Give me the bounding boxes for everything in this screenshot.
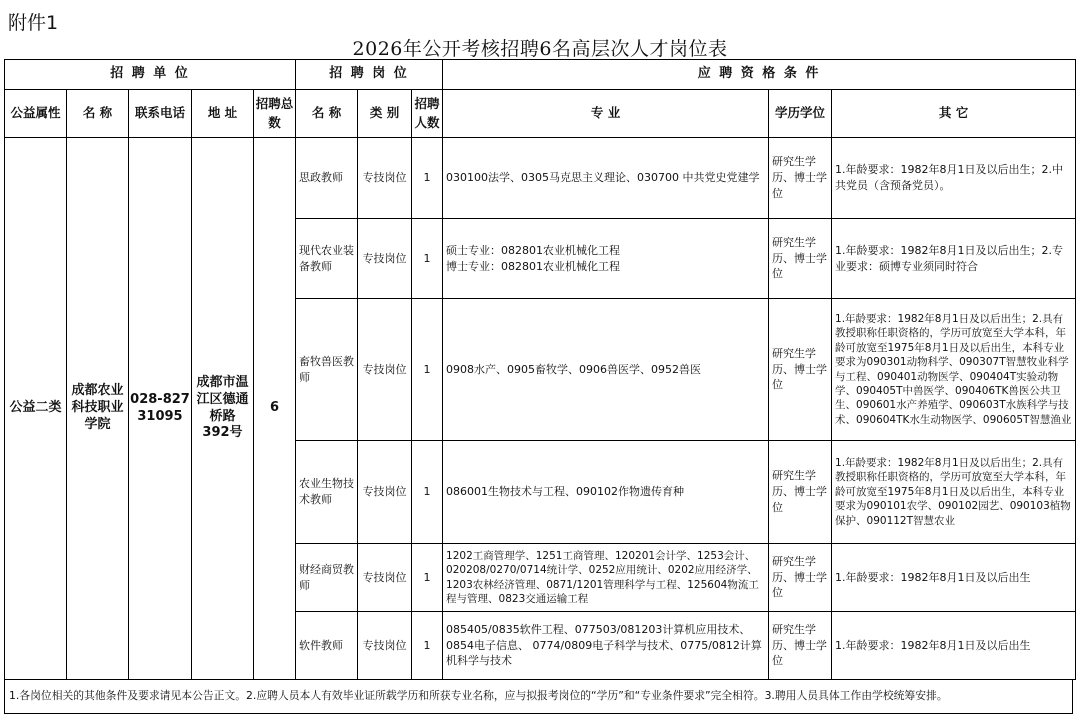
table-row bbox=[5, 138, 1076, 219]
post-major: 0908水产、0905畜牧学、0906兽医学、0952兽医 bbox=[443, 299, 769, 441]
unit-name: 成都农业科技职业学院 bbox=[67, 138, 129, 680]
column-header-row bbox=[5, 90, 1076, 138]
post-category: 专技岗位 bbox=[358, 441, 412, 544]
col-header-phone: 联系电话 bbox=[129, 90, 192, 138]
post-count: 1 bbox=[412, 219, 443, 299]
post-other: 1.年龄要求：1982年8月1日及以后出生；2.专业要求：硕博专业须同时符合 bbox=[832, 219, 1076, 299]
col-header-major: 专 业 bbox=[443, 90, 769, 138]
col-header-post-name: 名 称 bbox=[296, 90, 358, 138]
post-name: 思政教师 bbox=[296, 138, 358, 219]
post-degree: 研究生学历、博士学位 bbox=[769, 138, 832, 219]
post-category: 专技岗位 bbox=[358, 299, 412, 441]
annex-label: 附件1 bbox=[8, 12, 59, 34]
post-major: 030100法学、0305马克思主义理论、030700 中共党史党建学 bbox=[443, 138, 769, 219]
post-degree: 研究生学历、博士学位 bbox=[769, 544, 832, 612]
post-major: 硕士专业：082801农业机械化工程 博士专业：082801农业机械化工程 bbox=[443, 219, 769, 299]
col-header-degree: 学历学位 bbox=[769, 90, 832, 138]
post-other: 1.年龄要求：1982年8月1日及以后出生；2.中共党员（含预备党员）。 bbox=[832, 138, 1076, 219]
post-name: 畜牧兽医教师 bbox=[296, 299, 358, 441]
post-other: 1.年龄要求：1982年8月1日及以后出生 bbox=[832, 544, 1076, 612]
col-header-category: 类 别 bbox=[358, 90, 412, 138]
post-name: 软件教师 bbox=[296, 612, 358, 680]
post-other: 1.年龄要求：1982年8月1日及以后出生；2.具有教授职称任职资格的，学历可放宽至大学本科，年龄可放宽至1975年8月1日及以后出生，本科专业要求为090101农学、090102园艺、090103植物保护、090112T智慧农业 bbox=[832, 441, 1076, 544]
col-header-name: 名 称 bbox=[67, 90, 129, 138]
section-qualification-header: 应 聘 资 格 条 件 bbox=[443, 60, 1076, 90]
post-count: 1 bbox=[412, 612, 443, 680]
post-degree: 研究生学历、博士学位 bbox=[769, 299, 832, 441]
col-header-address: 地 址 bbox=[192, 90, 254, 138]
unit-total: 6 bbox=[254, 138, 296, 680]
unit-nature: 公益二类 bbox=[5, 138, 67, 680]
post-count: 1 bbox=[412, 299, 443, 441]
post-degree: 研究生学历、博士学位 bbox=[769, 441, 832, 544]
post-name: 农业生物技术教师 bbox=[296, 441, 358, 544]
post-category: 专技岗位 bbox=[358, 544, 412, 612]
post-category: 专技岗位 bbox=[358, 138, 412, 219]
post-degree: 研究生学历、博士学位 bbox=[769, 612, 832, 680]
section-post-header: 招 聘 岗 位 bbox=[296, 60, 443, 90]
section-header-row bbox=[5, 60, 1076, 90]
col-header-other: 其 它 bbox=[832, 90, 1076, 138]
post-major: 085405/0835软件工程、077503/081203计算机应用技术、 0854电子信息、 0774/0809电子科学与技术、0775/0812计算机科学与技术 bbox=[443, 612, 769, 680]
post-name: 现代农业装备教师 bbox=[296, 219, 358, 299]
recruitment-table bbox=[4, 59, 1076, 680]
post-count: 1 bbox=[412, 138, 443, 219]
post-other: 1.年龄要求：1982年8月1日及以后出生 bbox=[832, 612, 1076, 680]
post-category: 专技岗位 bbox=[358, 219, 412, 299]
post-other: 1.年龄要求：1982年8月1日及以后出生；2.具有教授职称任职资格的，学历可放宽至大学本科，年龄可放宽至1975年8月1日及以后出生，本科专业要求为090301动物科学、090307T智慧牧业科学与工程、090401动物医学、090404T实验动物学、090405T中兽医学、090406TK兽医公共卫生、090601水产养殖学、090603T水族科学与技术、090604TK水生动物医学、090605T智慧渔业 bbox=[832, 299, 1076, 441]
col-header-total: 招聘总数 bbox=[254, 90, 296, 138]
post-degree: 研究生学历、博士学位 bbox=[769, 219, 832, 299]
post-name: 财经商贸教师 bbox=[296, 544, 358, 612]
footnote: 1.各岗位相关的其他条件及要求请见本公告正文。2.应聘人员本人有效毕业证所载学历和所获专业名称，应与拟报考岗位的“学历”和“专业条件要求”完全相符。3.聘用人员具体工作由学校统筹安排。 bbox=[4, 679, 1073, 714]
unit-address: 成都市温江区德通桥路392号 bbox=[192, 138, 254, 680]
post-category: 专技岗位 bbox=[358, 612, 412, 680]
unit-phone: 028-82731095 bbox=[129, 138, 192, 680]
post-count: 1 bbox=[412, 544, 443, 612]
post-major: 086001生物技术与工程、090102作物遗传育种 bbox=[443, 441, 769, 544]
col-header-count: 招聘人数 bbox=[412, 90, 443, 138]
post-count: 1 bbox=[412, 441, 443, 544]
col-header-nature: 公益属性 bbox=[5, 90, 67, 138]
post-major: 1202工商管理学、1251工商管理、120201会计学、1253会计、020208/0270/0714统计学、0252应用统计、0202应用经济学、1203农林经济管理、0871/1201管理科学与工程、125604物流工程与管理、0823交通运输工程 bbox=[443, 544, 769, 612]
page-title: 2026年公开考核招聘6名高层次人才岗位表 bbox=[352, 38, 728, 60]
section-unit-header: 招 聘 单 位 bbox=[5, 60, 296, 90]
